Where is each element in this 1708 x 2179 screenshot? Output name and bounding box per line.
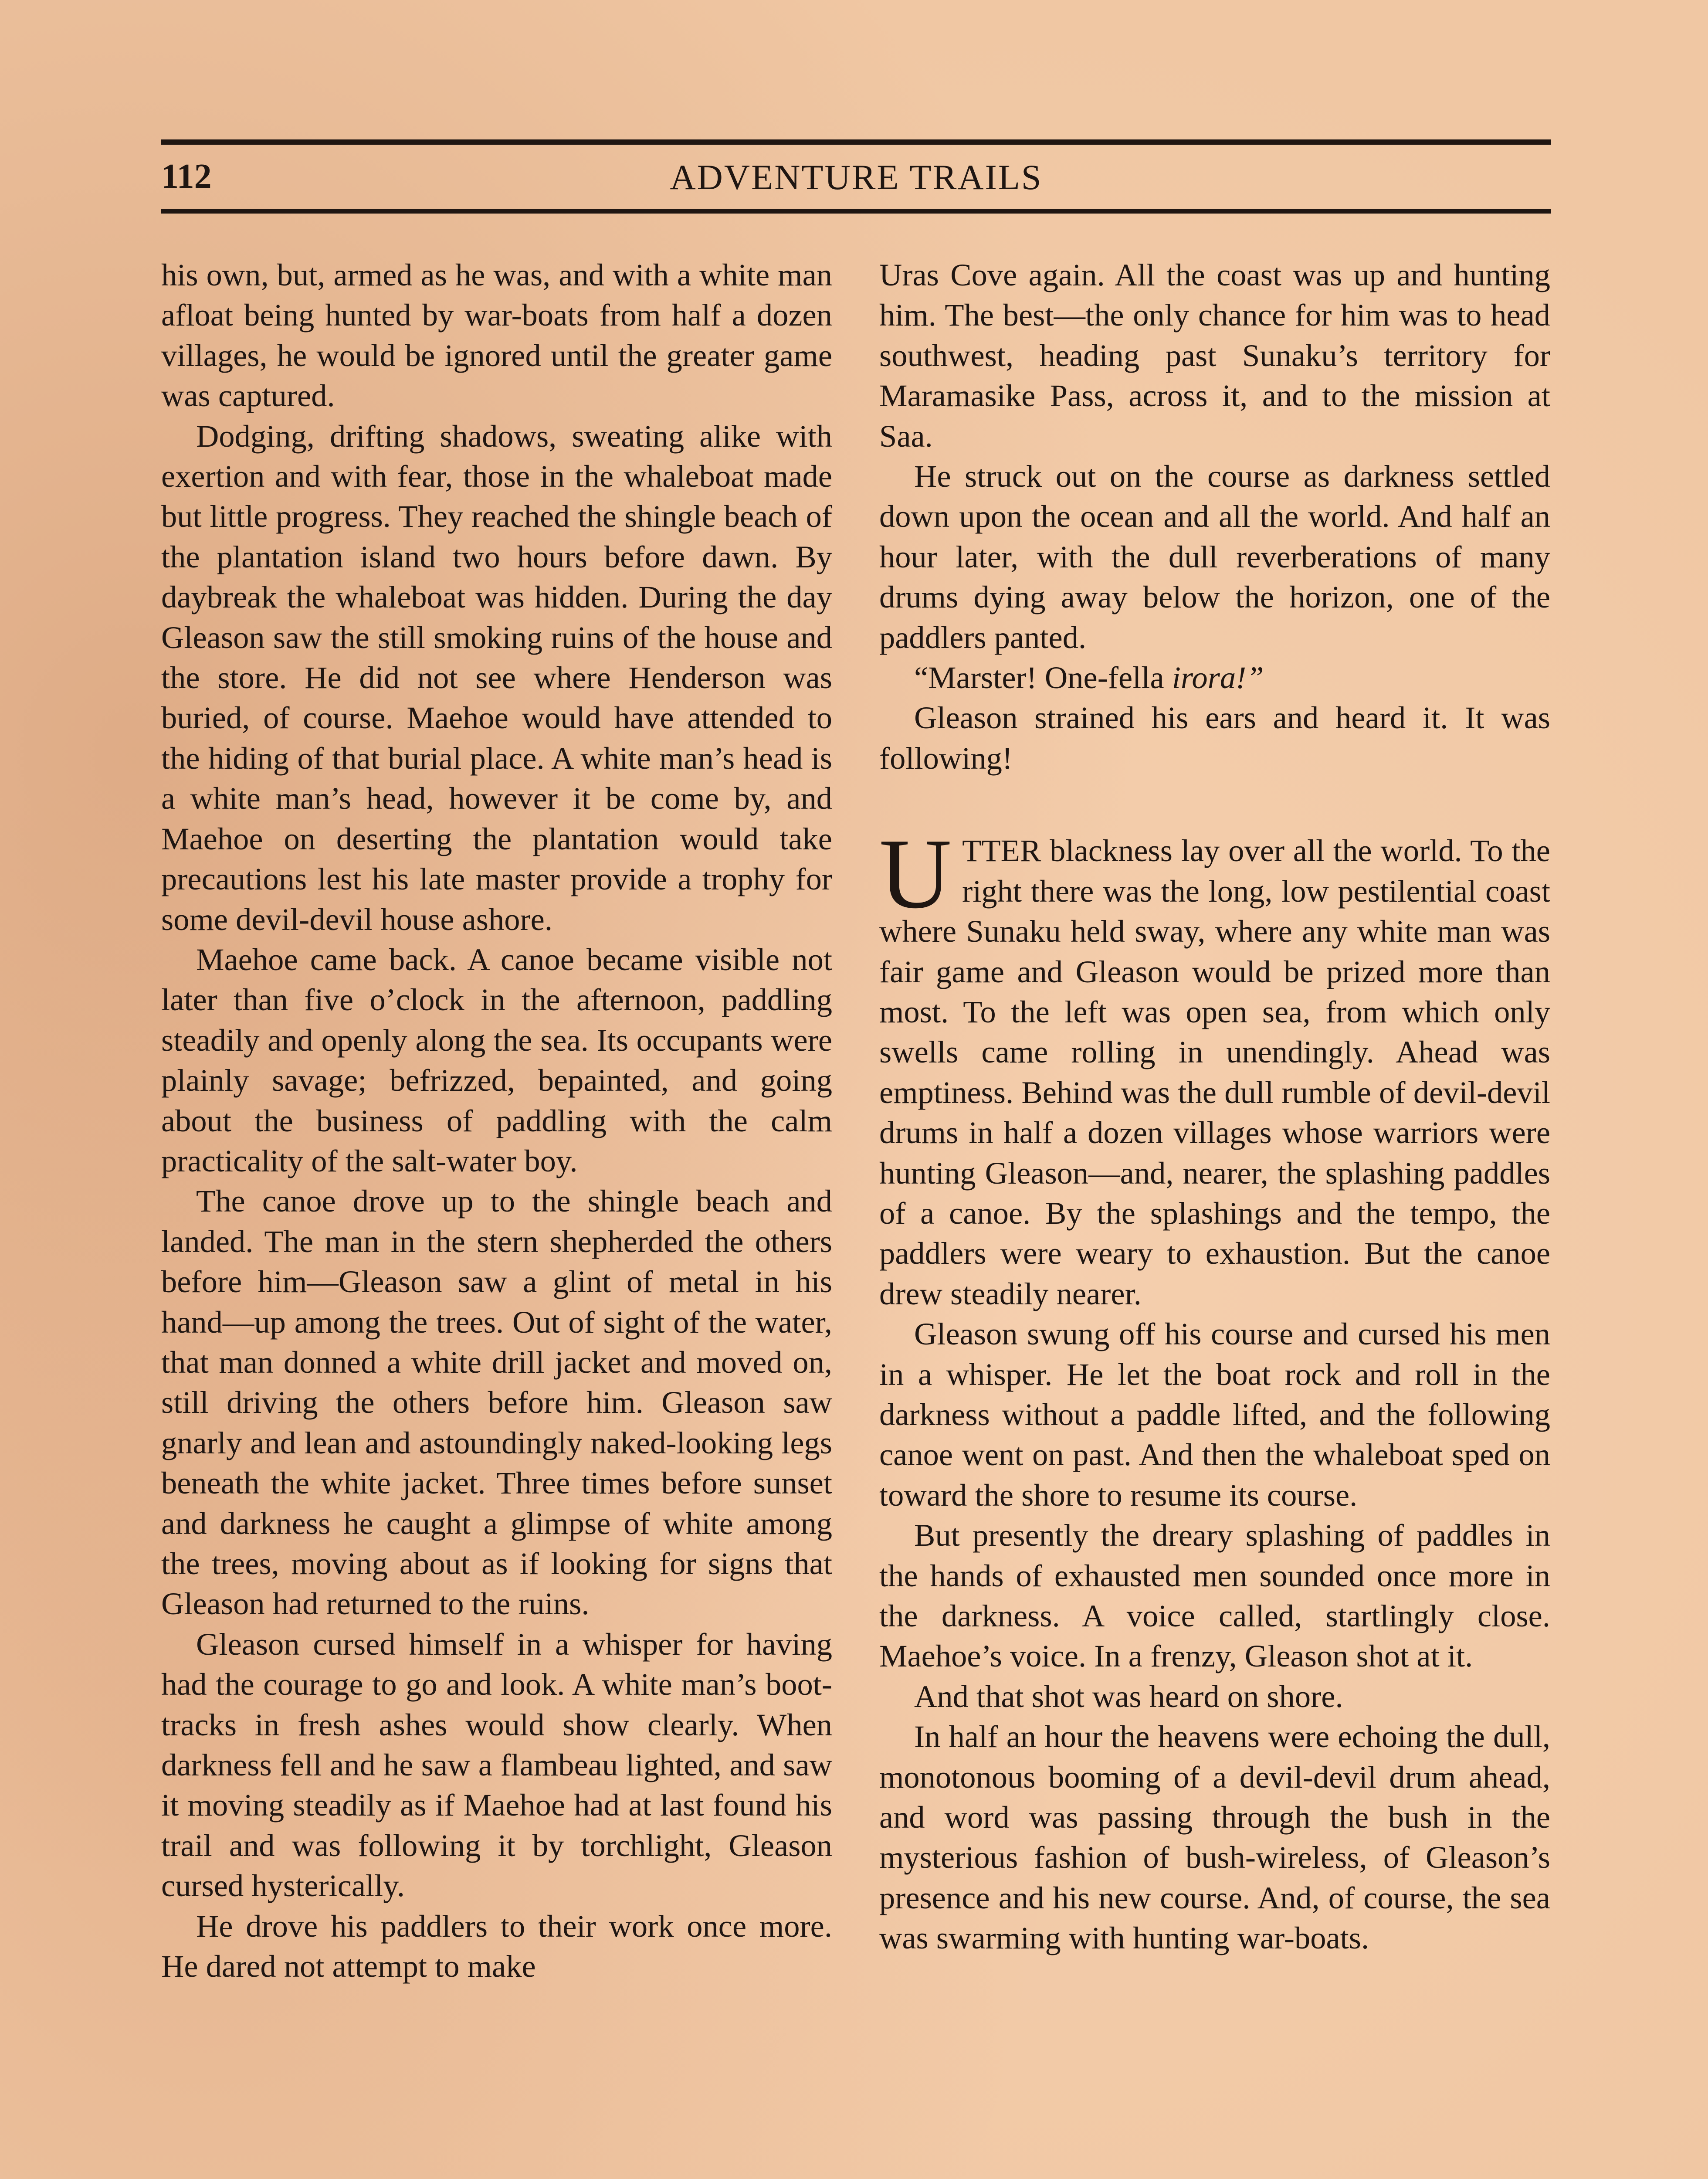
drop-cap: U [879,818,952,930]
magazine-page [161,139,1551,2179]
paragraph: He struck out on the course as darkness settled down upon the ocean and all the world. And half an hour later, with the dull reverberations of many drums dying away below the horizon, one of the paddlers panted. [879,458,1550,655]
paragraph: The canoe drove up to the shingle beach and landed. The man in the stern shepherded the others before him—Gleason saw a glint of metal in his hand—up among the trees. Out of sight of the water, that man donned a white drill jacket and moved on, still driving the others before him. Gleason saw gnarly and lean and astoundingly naked-looking legs beneath the white jacket. Three times before sunset and darkness he caught a glimpse of white among the trees, moving about as if looking for signs that Gleason had returned to the ruins. [161,1183,832,1622]
paragraph: Gleason cursed himself in a whisper for having had the courage to go and look. A white man’s boot-tracks in fresh ashes would show clearly. When darkness fell and he saw a flambeau lighted, and saw it moving steadily as if Maehoe had at last found his trail and was following it by torchlight, Gleason cursed hysterically. [161,1626,832,1904]
dialogue-text: “Marster! One-fella [914,660,1172,696]
paragraph: Dodging, drifting shadows, sweating alike with exertion and with fear, those in the whaleboat made but little progress. They reached the shingle beach of the plantation island two hours before dawn. By daybreak the whaleboat was hidden. During the day Gleason saw the still smoking ruins of the house and the store. He did not see where Henderson was buried, of course. Maehoe would have attended to the hiding of that burial place. A white man’s head is a white man’s head, however it be come by, and Maehoe on deserting the plantation would take precautions lest his late master provide a trophy for some devil-devil house ashore. [161,418,832,937]
paragraph: And that shot was heard on shore. [914,1678,1343,1714]
paragraph: Uras Cove again. All the coast was up and hunting him. The best—the only chance for him was to head southwest, heading past Sunaku’s territory for Maramasike Pass, across it, and to the mission at Saa. [879,257,1550,454]
paragraph: In half an hour the heavens were echoing the dull, monotonous booming of a devil-devil drum ahead, and word was passing through the bush in the mysterious fashion of bush-wireless, of Gleason’s presence and his new course. And, of course, the sea was swarming with hunting war-boats. [879,1719,1550,1956]
dialogue-italic: irora!” [1172,660,1264,696]
section-opening-paragraph [879,818,1550,1314]
running-title: ADVENTURE TRAILS [670,157,1043,197]
right-column [879,255,1550,1958]
paragraph: Gleason swung off his course and cursed his men in a whisper. He let the boat rock and roll in the darkness without a paddle lifted, and the following canoe went on past. And then the whaleboat sped on toward the shore to resume its course. [879,1316,1550,1513]
paragraph: Gleason strained his ears and heard it. It was following! [879,700,1550,776]
page-number: 112 [161,157,212,196]
paragraph: his own, but, armed as he was, and with a white man afloat being hunted by war-boats from half a dozen villages, he would be ignored until the greater game was captured. [161,257,832,414]
paragraph: But presently the dreary splashing of paddles in the hands of exhausted men sounded once more in the darkness. A voice called, startlingly close. Maehoe’s voice. In a frenzy, Gleason shot at it. [879,1517,1550,1674]
header-bottom-rule [161,209,1551,214]
dialogue-paragraph [879,658,1550,698]
left-column [161,255,832,1986]
section-opening-text: TTER blackness lay over all the world. To the right there was the long, low pestilential coast where Sunaku held sway, where any white man was fair game and Gleason would be prized more than most. To the left was open sea, from which only swells came rolling in unendingly. Ahead was emptiness. Behind was the dull rumble of devil-devil drums in half a dozen villages whose warriors were hunting Gleason—and, nearer, the splashing paddles of a canoe. By the splashings and the tempo, the paddlers were weary to exhaustion. But the canoe drew steadily nearer. [879,833,1550,1311]
paragraph: He drove his paddlers to their work once more. He dared not attempt to make [161,1908,832,1984]
paragraph: Maehoe came back. A canoe became visible not later than five o’clock in the afternoon, paddling steadily and openly along the sea. Its occupants were plainly savage; befrizzed, bepainted, and going about the business of paddling with the calm practicality of the salt-water boy. [161,941,832,1178]
header-top-rule [161,139,1551,145]
page-header [161,148,1551,205]
